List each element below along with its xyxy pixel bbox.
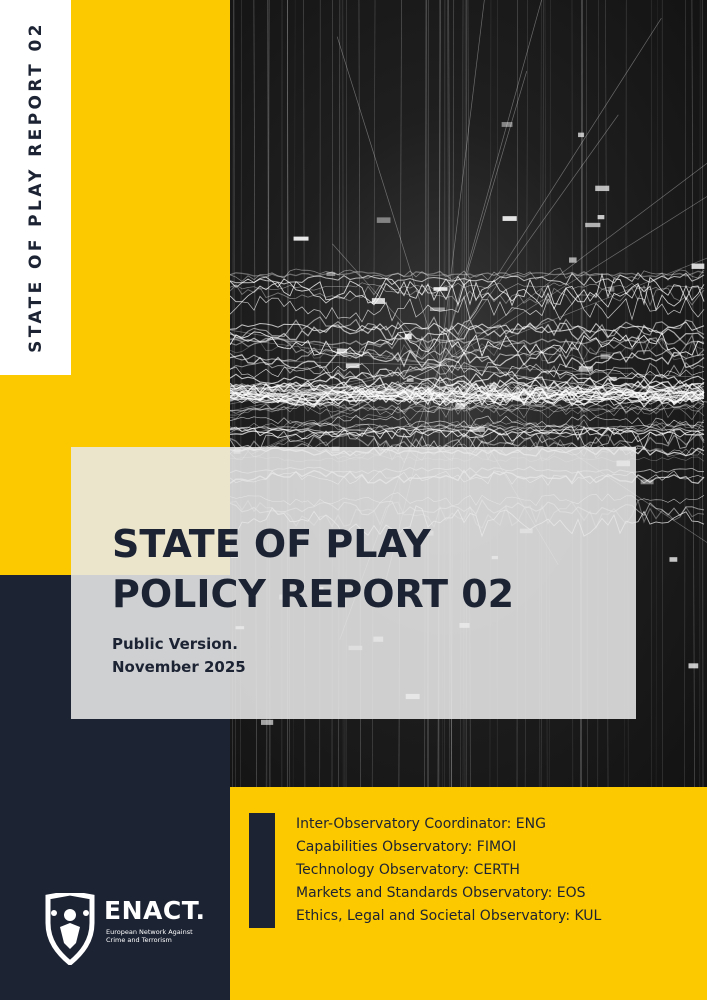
credits-list	[296, 813, 601, 928]
side-label: STATE OF PLAY REPORT 02	[26, 21, 46, 353]
title-box	[71, 447, 636, 719]
credits-accent-bar	[249, 813, 275, 928]
subtitle-version: Public Version.	[112, 635, 238, 653]
logo-tagline-line2: Crime and Terrorism	[106, 936, 172, 944]
report-subtitle	[112, 633, 246, 679]
logo-tagline	[106, 928, 226, 944]
title-line-1: STATE OF PLAY	[112, 522, 431, 566]
credit-item: Capabilities Observatory: FIMOI	[296, 839, 517, 855]
credit-item: Inter-Observatory Coordinator: ENG	[296, 816, 546, 832]
shield-icon	[40, 893, 100, 965]
credit-item: Technology Observatory: CERTH	[296, 862, 520, 878]
credit-item: Markets and Standards Observatory: EOS	[296, 885, 586, 901]
enact-logo	[40, 893, 230, 968]
credits-panel	[230, 787, 707, 1000]
subtitle-date: November 2025	[112, 658, 246, 676]
title-line-2: POLICY REPORT 02	[112, 572, 515, 616]
report-title	[112, 519, 514, 619]
logo-tagline-line1: European Network Against	[106, 928, 193, 936]
logo-wordmark: ENACT.	[104, 896, 206, 925]
credit-item: Ethics, Legal and Societal Observatory: KUL	[296, 908, 602, 924]
side-label-panel	[0, 0, 71, 375]
